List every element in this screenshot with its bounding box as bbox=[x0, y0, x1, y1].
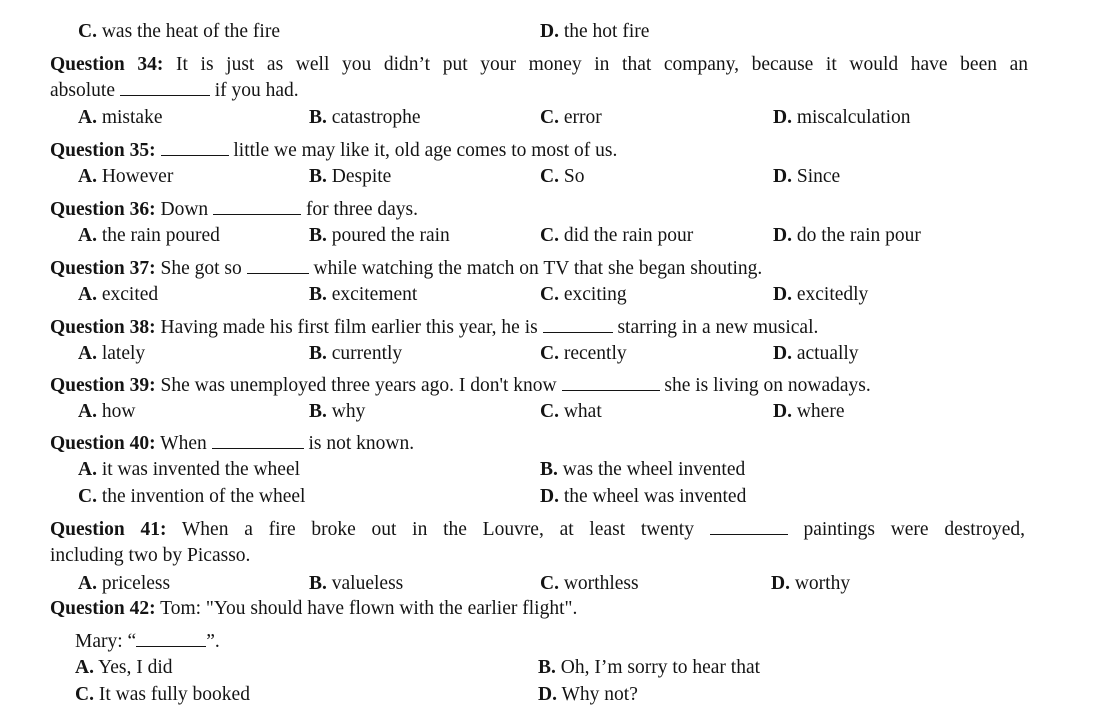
answer-blank bbox=[212, 434, 304, 449]
q35-option-c: C. So bbox=[540, 166, 585, 187]
q41-stem: Question 41: When a fire broke out in the Louvre, at least twenty paintings were destroyed, bbox=[50, 519, 1026, 540]
answer-blank bbox=[247, 259, 309, 274]
q36-option-c: C. did the rain pour bbox=[540, 225, 694, 246]
q38-option-c: C. recently bbox=[540, 343, 627, 364]
q41-stem-line2: including two by Picasso. bbox=[50, 545, 251, 566]
answer-blank bbox=[562, 376, 660, 391]
q33-option-c: C. was the heat of the fire bbox=[78, 21, 280, 42]
q35-stem: Question 35: little we may like it, old age comes to most of us. bbox=[50, 140, 618, 161]
answer-blank bbox=[213, 200, 301, 215]
q42-mary-line: Mary: “ ”. bbox=[75, 631, 220, 652]
answer-blank bbox=[543, 318, 613, 333]
answer-blank bbox=[120, 81, 210, 96]
q37-option-a: A. excited bbox=[78, 284, 159, 305]
answer-blank bbox=[710, 520, 788, 535]
q40-option-c: C. the invention of the wheel bbox=[78, 486, 306, 507]
q36-option-b: B. poured the rain bbox=[309, 225, 450, 246]
q36-stem: Question 36: Down for three days. bbox=[50, 199, 419, 220]
q36-option-a: A. the rain poured bbox=[78, 225, 220, 246]
q34-option-a: A. mistake bbox=[78, 107, 163, 128]
q34-option-c: C. error bbox=[540, 107, 602, 128]
q37-option-b: B. excitement bbox=[309, 284, 418, 305]
q41-option-a: A. priceless bbox=[78, 573, 171, 594]
q42-option-c: C. It was fully booked bbox=[75, 684, 250, 705]
q38-option-a: A. lately bbox=[78, 343, 146, 364]
q34-option-d: D. miscalculation bbox=[773, 107, 911, 128]
q41-option-c: C. worthless bbox=[540, 573, 639, 594]
q34-stem: Question 34: It is just as well you didn’t put your money in that company, because it would have been an bbox=[50, 54, 1029, 75]
q42-option-a: A. Yes, I did bbox=[75, 657, 173, 678]
q35-option-d: D. Since bbox=[773, 166, 841, 187]
q38-option-d: D. actually bbox=[773, 343, 859, 364]
q42-option-b: B. Oh, I’m sorry to hear that bbox=[538, 657, 761, 678]
q35-option-b: B. Despite bbox=[309, 166, 392, 187]
q38-stem: Question 38: Having made his first film earlier this year, he is starring in a new musical. bbox=[50, 317, 819, 338]
q40-option-d: D. the wheel was invented bbox=[540, 486, 747, 507]
q33-option-d: D. the hot fire bbox=[540, 21, 650, 42]
q39-option-d: D. where bbox=[773, 401, 845, 422]
q37-option-d: D. excitedly bbox=[773, 284, 869, 305]
answer-blank bbox=[136, 632, 206, 647]
q42-option-d: D. Why not? bbox=[538, 684, 638, 705]
q35-option-a: A. However bbox=[78, 166, 174, 187]
q41-option-d: D. worthy bbox=[771, 573, 851, 594]
q36-option-d: D. do the rain pour bbox=[773, 225, 921, 246]
answer-blank bbox=[161, 141, 229, 156]
q34-option-b: B. catastrophe bbox=[309, 107, 421, 128]
q39-option-a: A. how bbox=[78, 401, 136, 422]
q37-stem: Question 37: She got so while watching the match on TV that she began shouting. bbox=[50, 258, 763, 279]
q39-option-c: C. what bbox=[540, 401, 602, 422]
q40-option-b: B. was the wheel invented bbox=[540, 459, 746, 480]
q39-stem: Question 39: She was unemployed three years ago. I don't know she is living on nowadays. bbox=[50, 375, 871, 396]
q41-option-b: B. valueless bbox=[309, 573, 404, 594]
q38-option-b: B. currently bbox=[309, 343, 403, 364]
q42-stem: Question 42: Tom: "You should have flown with the earlier flight". bbox=[50, 598, 578, 619]
q40-stem: Question 40: When is not known. bbox=[50, 433, 415, 454]
q39-option-b: B. why bbox=[309, 401, 366, 422]
q37-option-c: C. exciting bbox=[540, 284, 627, 305]
q34-stem-line2: absolute if you had. bbox=[50, 80, 299, 101]
q40-option-a: A. it was invented the wheel bbox=[78, 459, 301, 480]
